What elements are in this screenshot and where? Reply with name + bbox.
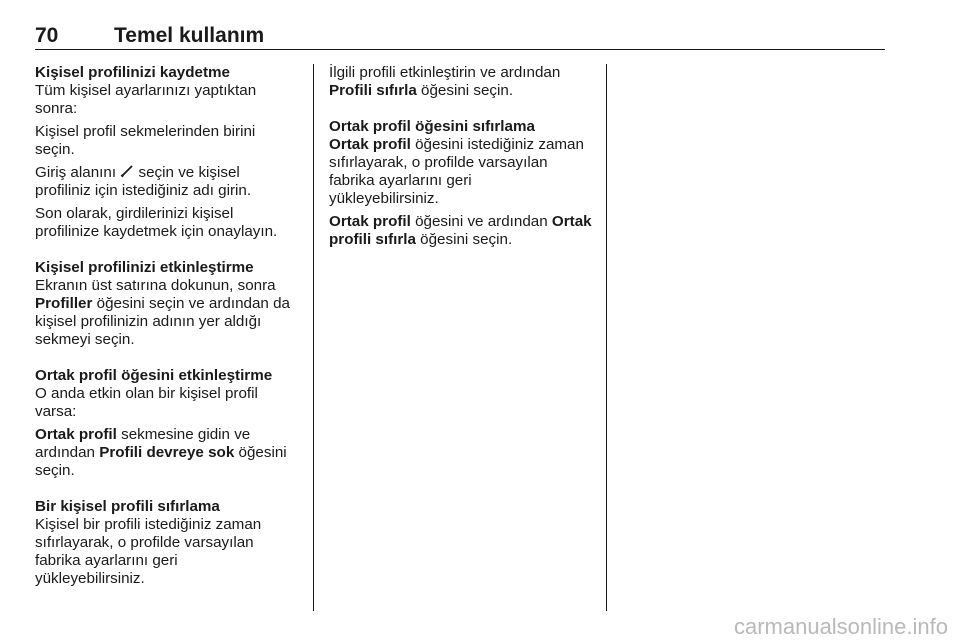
column-divider-right xyxy=(606,64,607,611)
page-number: 70 xyxy=(35,24,59,47)
text-line: seçin. xyxy=(35,141,75,158)
menu-term: Profiller xyxy=(35,295,93,312)
paragraph xyxy=(329,136,601,208)
paragraph xyxy=(35,123,307,159)
text-line: Kişisel profil sekmelerinden birini xyxy=(35,123,256,140)
paragraph xyxy=(35,205,307,241)
text-line: yükleyebilirsiniz. xyxy=(35,570,145,587)
paragraph xyxy=(329,213,601,249)
text-line: sekmeyi seçin. xyxy=(35,331,135,348)
text-line: Kişisel bir profili istediğiniz zaman xyxy=(35,516,262,533)
text-line: öğesini seçin. xyxy=(420,231,513,248)
text-line: Ekranın üst satırına dokunun, sonra xyxy=(35,277,276,294)
section-heading: Ortak profil öğesini etkinleştirme xyxy=(35,367,273,384)
section-heading: Kişisel profilinizi kaydetme xyxy=(35,64,230,81)
paragraph xyxy=(35,277,307,349)
text-line: sıfırlayarak, o profilde varsayılan xyxy=(35,534,254,551)
text-line: öğesini xyxy=(238,444,287,461)
text-line: sıfırlayarak, o profilde varsayılan xyxy=(329,154,548,171)
text-line: yükleyebilirsiniz. xyxy=(329,190,439,207)
text-line: seçin. xyxy=(35,462,75,479)
column-middle xyxy=(329,64,601,249)
text-line: Tüm kişisel ayarlarınızı yaptıktan xyxy=(35,82,257,99)
paragraph xyxy=(35,385,307,421)
paragraph xyxy=(35,164,307,200)
text-line: öğesini istediğiniz zaman xyxy=(415,136,584,153)
text-line: sonra: xyxy=(35,100,78,117)
menu-term: Ortak profil xyxy=(35,426,117,443)
section-heading: Kişisel profilinizi etkinleştirme xyxy=(35,259,254,276)
text-line: İlgili profili etkinleştirin ve ardından xyxy=(329,64,561,81)
paragraph xyxy=(35,516,307,588)
column-left xyxy=(35,64,307,588)
text-line: Giriş alanını xyxy=(35,164,117,181)
text-line: varsa: xyxy=(35,403,77,420)
text-line: öğesini seçin. xyxy=(421,82,514,99)
text-line: seçin ve kişisel xyxy=(138,164,240,181)
menu-term: Ortak profil xyxy=(329,136,411,153)
header-rule xyxy=(35,49,885,50)
menu-term: Profili sıfırla xyxy=(329,82,417,99)
text-line: fabrika ayarlarını geri xyxy=(329,172,472,189)
text-line: kişisel profilinizin adının yer aldığı xyxy=(35,313,262,330)
text-line: profiliniz için istediğiniz adı girin. xyxy=(35,182,252,199)
text-line: profilinize kaydetmek için onaylayın. xyxy=(35,223,278,240)
section-heading: Bir kişisel profili sıfırlama xyxy=(35,498,220,515)
paragraph xyxy=(35,426,307,480)
menu-term: Ortak xyxy=(551,213,592,230)
text-line: öğesini ve ardından xyxy=(415,213,548,230)
page-header xyxy=(35,24,885,50)
menu-term: Ortak profil xyxy=(329,213,411,230)
text-line: sekmesine gidin ve xyxy=(121,426,251,443)
text-line: O anda etkin olan bir kişisel profil xyxy=(35,385,258,402)
watermark: carmanualsonline.info xyxy=(733,614,948,639)
column-divider-left xyxy=(313,64,314,611)
text-line: Son olarak, girdilerinizi kişisel xyxy=(35,205,234,222)
pencil-icon xyxy=(120,164,134,178)
menu-term: Profili devreye sok xyxy=(99,444,235,461)
text-line: öğesini seçin ve ardından da xyxy=(96,295,290,312)
page-title: Temel kullanım xyxy=(114,24,265,47)
text-line: ardından xyxy=(35,444,95,461)
menu-term: profili sıfırla xyxy=(329,231,416,248)
text-line: fabrika ayarlarını geri xyxy=(35,552,178,569)
paragraph xyxy=(329,64,601,100)
section-heading: Ortak profil öğesini sıfırlama xyxy=(329,118,535,135)
paragraph xyxy=(35,82,307,118)
